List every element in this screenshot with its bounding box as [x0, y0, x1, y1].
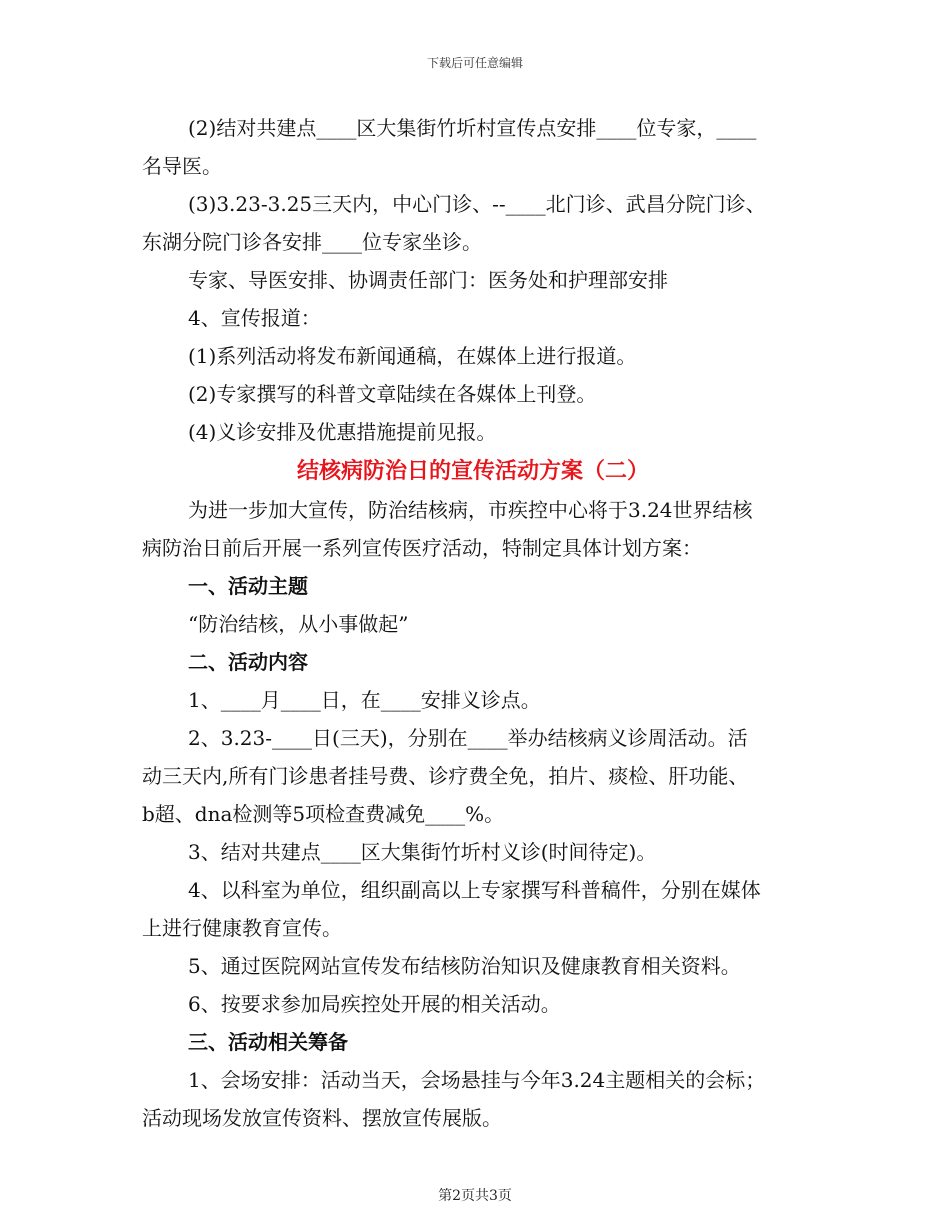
paragraph-line: 1、____月____日，在____安排义诊点。: [188, 688, 541, 712]
paragraph-line: “防治结核，从小事做起”: [188, 612, 409, 636]
paragraph-line: 为进一步加大宣传，防治结核病，市疾控中心将于3.24世界结核: [188, 498, 753, 522]
section-title: 结核病防治日的宣传活动方案（二）: [296, 458, 649, 484]
continuation-section: [142, 109, 812, 451]
paragraph-line: (2)结对共建点____区大集街竹圻村宣传点安排____位专家，____: [188, 116, 757, 140]
section-heading: 一、活动主题: [188, 574, 308, 598]
paragraph-line: 活动现场发放宣传资料、摆放宣传展版。: [142, 1106, 502, 1130]
paragraph-line: 东湖分院门诊各安排____位专家坐诊。: [142, 230, 482, 254]
document-body: [142, 109, 812, 1137]
page-header-note: 下载后可任意编辑: [426, 56, 523, 70]
paragraph-line: 1、会场安排：活动当天，会场悬挂与今年3.24主题相关的会标；: [188, 1068, 766, 1092]
page-footer: 第2页共3页: [438, 1188, 512, 1204]
paragraph-line: 6、按要求参加局疾控处开展的相关活动。: [188, 992, 561, 1016]
paragraph-line: 动三天内,所有门诊患者挂号费、诊疗费全免，拍片、痰检、肝功能、: [142, 764, 749, 788]
paragraph-line: b超、dna检测等5项检查费减免____%。: [142, 802, 505, 826]
paragraph-line: 4、以科室为单位，组织副高以上专家撰写科普稿件，分别在媒体: [188, 878, 761, 902]
paragraph-line: 专家、导医安排、协调责任部门：医务处和护理部安排: [188, 268, 668, 292]
plan-section: [142, 491, 812, 1137]
section-heading: 二、活动内容: [188, 650, 308, 674]
paragraph-line: 4、宣传报道：: [188, 306, 321, 330]
paragraph-line: 病防治日前后开展一系列宣传医疗活动，特制定具体计划方案：: [142, 536, 702, 560]
paragraph-line: 2、3.23-____日(三天)，分别在____举办结核病义诊周活动。活: [188, 726, 748, 750]
paragraph-line: (4)义诊安排及优惠措施提前见报。: [188, 420, 497, 444]
paragraph-line: 3、结对共建点____区大集街竹圻村义诊(时间待定)。: [188, 840, 657, 864]
section-heading: 三、活动相关筹备: [188, 1030, 348, 1054]
paragraph-line: (3)3.23-3.25三天内，中心门诊、--____北门诊、武昌分院门诊、: [188, 192, 766, 216]
paragraph-line: (1)系列活动将发布新闻通稿，在媒体上进行报道。: [188, 344, 637, 368]
paragraph-line: 名导医。: [142, 154, 222, 178]
paragraph-line: 上进行健康教育宣传。: [142, 916, 342, 940]
paragraph-line: 5、通过医院网站宣传发布结核防治知识及健康教育相关资料。: [188, 954, 741, 978]
paragraph-line: (2)专家撰写的科普文章陆续在各媒体上刊登。: [188, 382, 597, 406]
